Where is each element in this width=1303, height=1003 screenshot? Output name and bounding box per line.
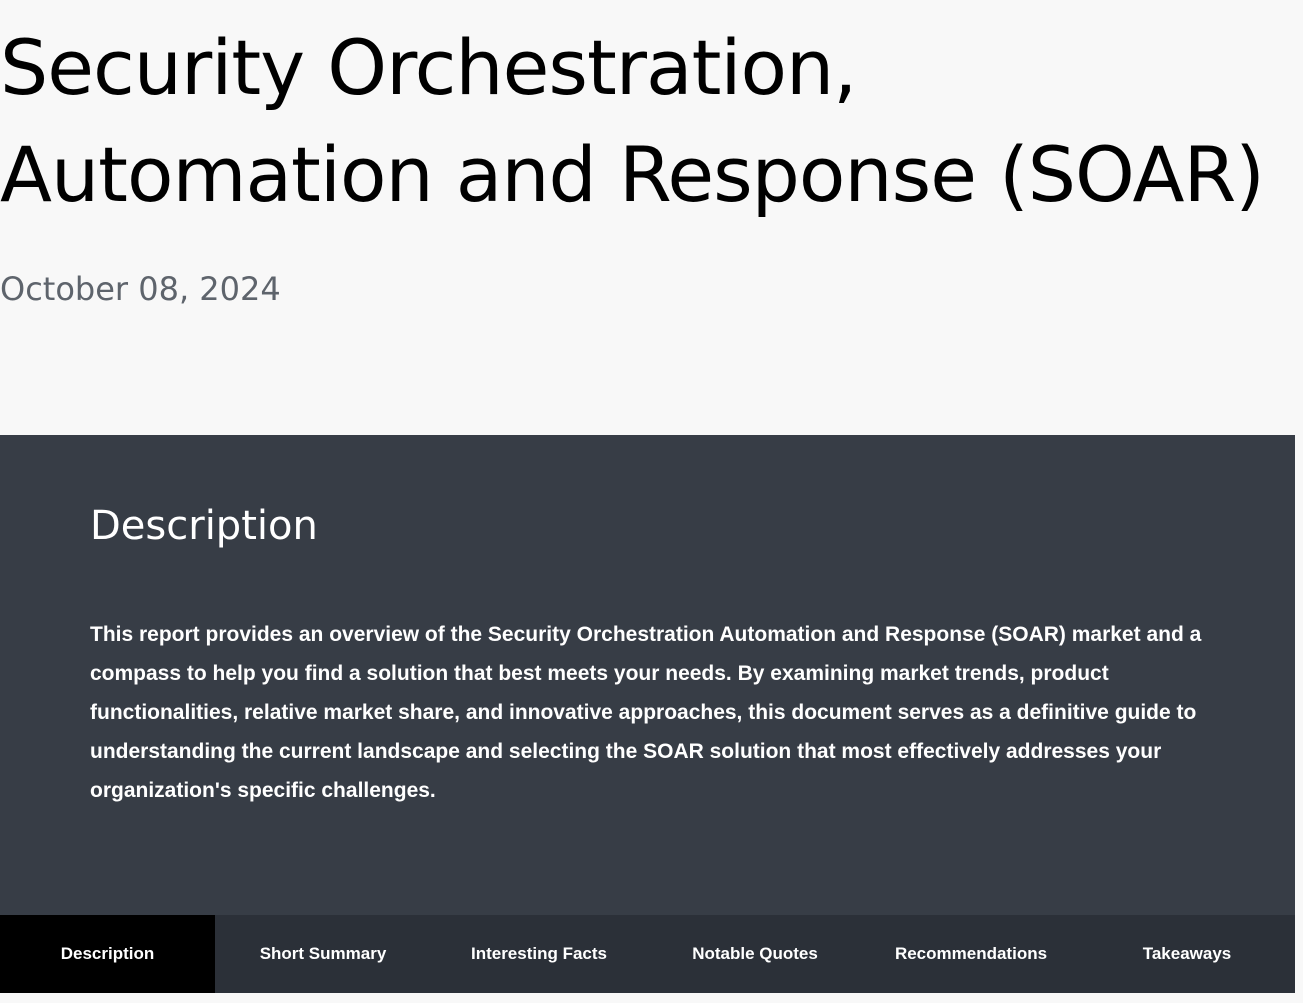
page-title xyxy=(0,14,1290,228)
tab-short-summary[interactable]: Short Summary xyxy=(259,944,387,963)
description-body: This report provides an overview of the Security Orchestration Automation and Response (SOAR) market and a compass to help you find a solution that best meets your needs. By examining market trends, product functionalities, relative market share, and innovative approaches, this document serves as a definitive guide to understanding the current landscape and selecting the SOAR solution that most effectively addresses your organization's specific challenges. xyxy=(90,623,1202,802)
description-heading: Description xyxy=(90,503,318,549)
publish-date: October 08, 2024 xyxy=(0,270,281,308)
tab-interesting-facts[interactable]: Interesting Facts xyxy=(470,944,608,963)
report-header xyxy=(0,0,1303,435)
page-title-line-2: Automation and Response (SOAR) xyxy=(0,130,1264,219)
page-title-line-1: Security Orchestration, xyxy=(0,23,857,112)
tab-description[interactable]: Description xyxy=(0,915,215,993)
footer-strip xyxy=(0,993,1303,1003)
report-tabs xyxy=(0,915,1295,993)
tab-recommendations[interactable]: Recommendations xyxy=(894,944,1048,963)
tab-takeaways[interactable]: Takeaways xyxy=(1142,944,1232,963)
tab-notable-quotes[interactable]: Notable Quotes xyxy=(692,944,818,963)
description-panel xyxy=(0,435,1295,915)
